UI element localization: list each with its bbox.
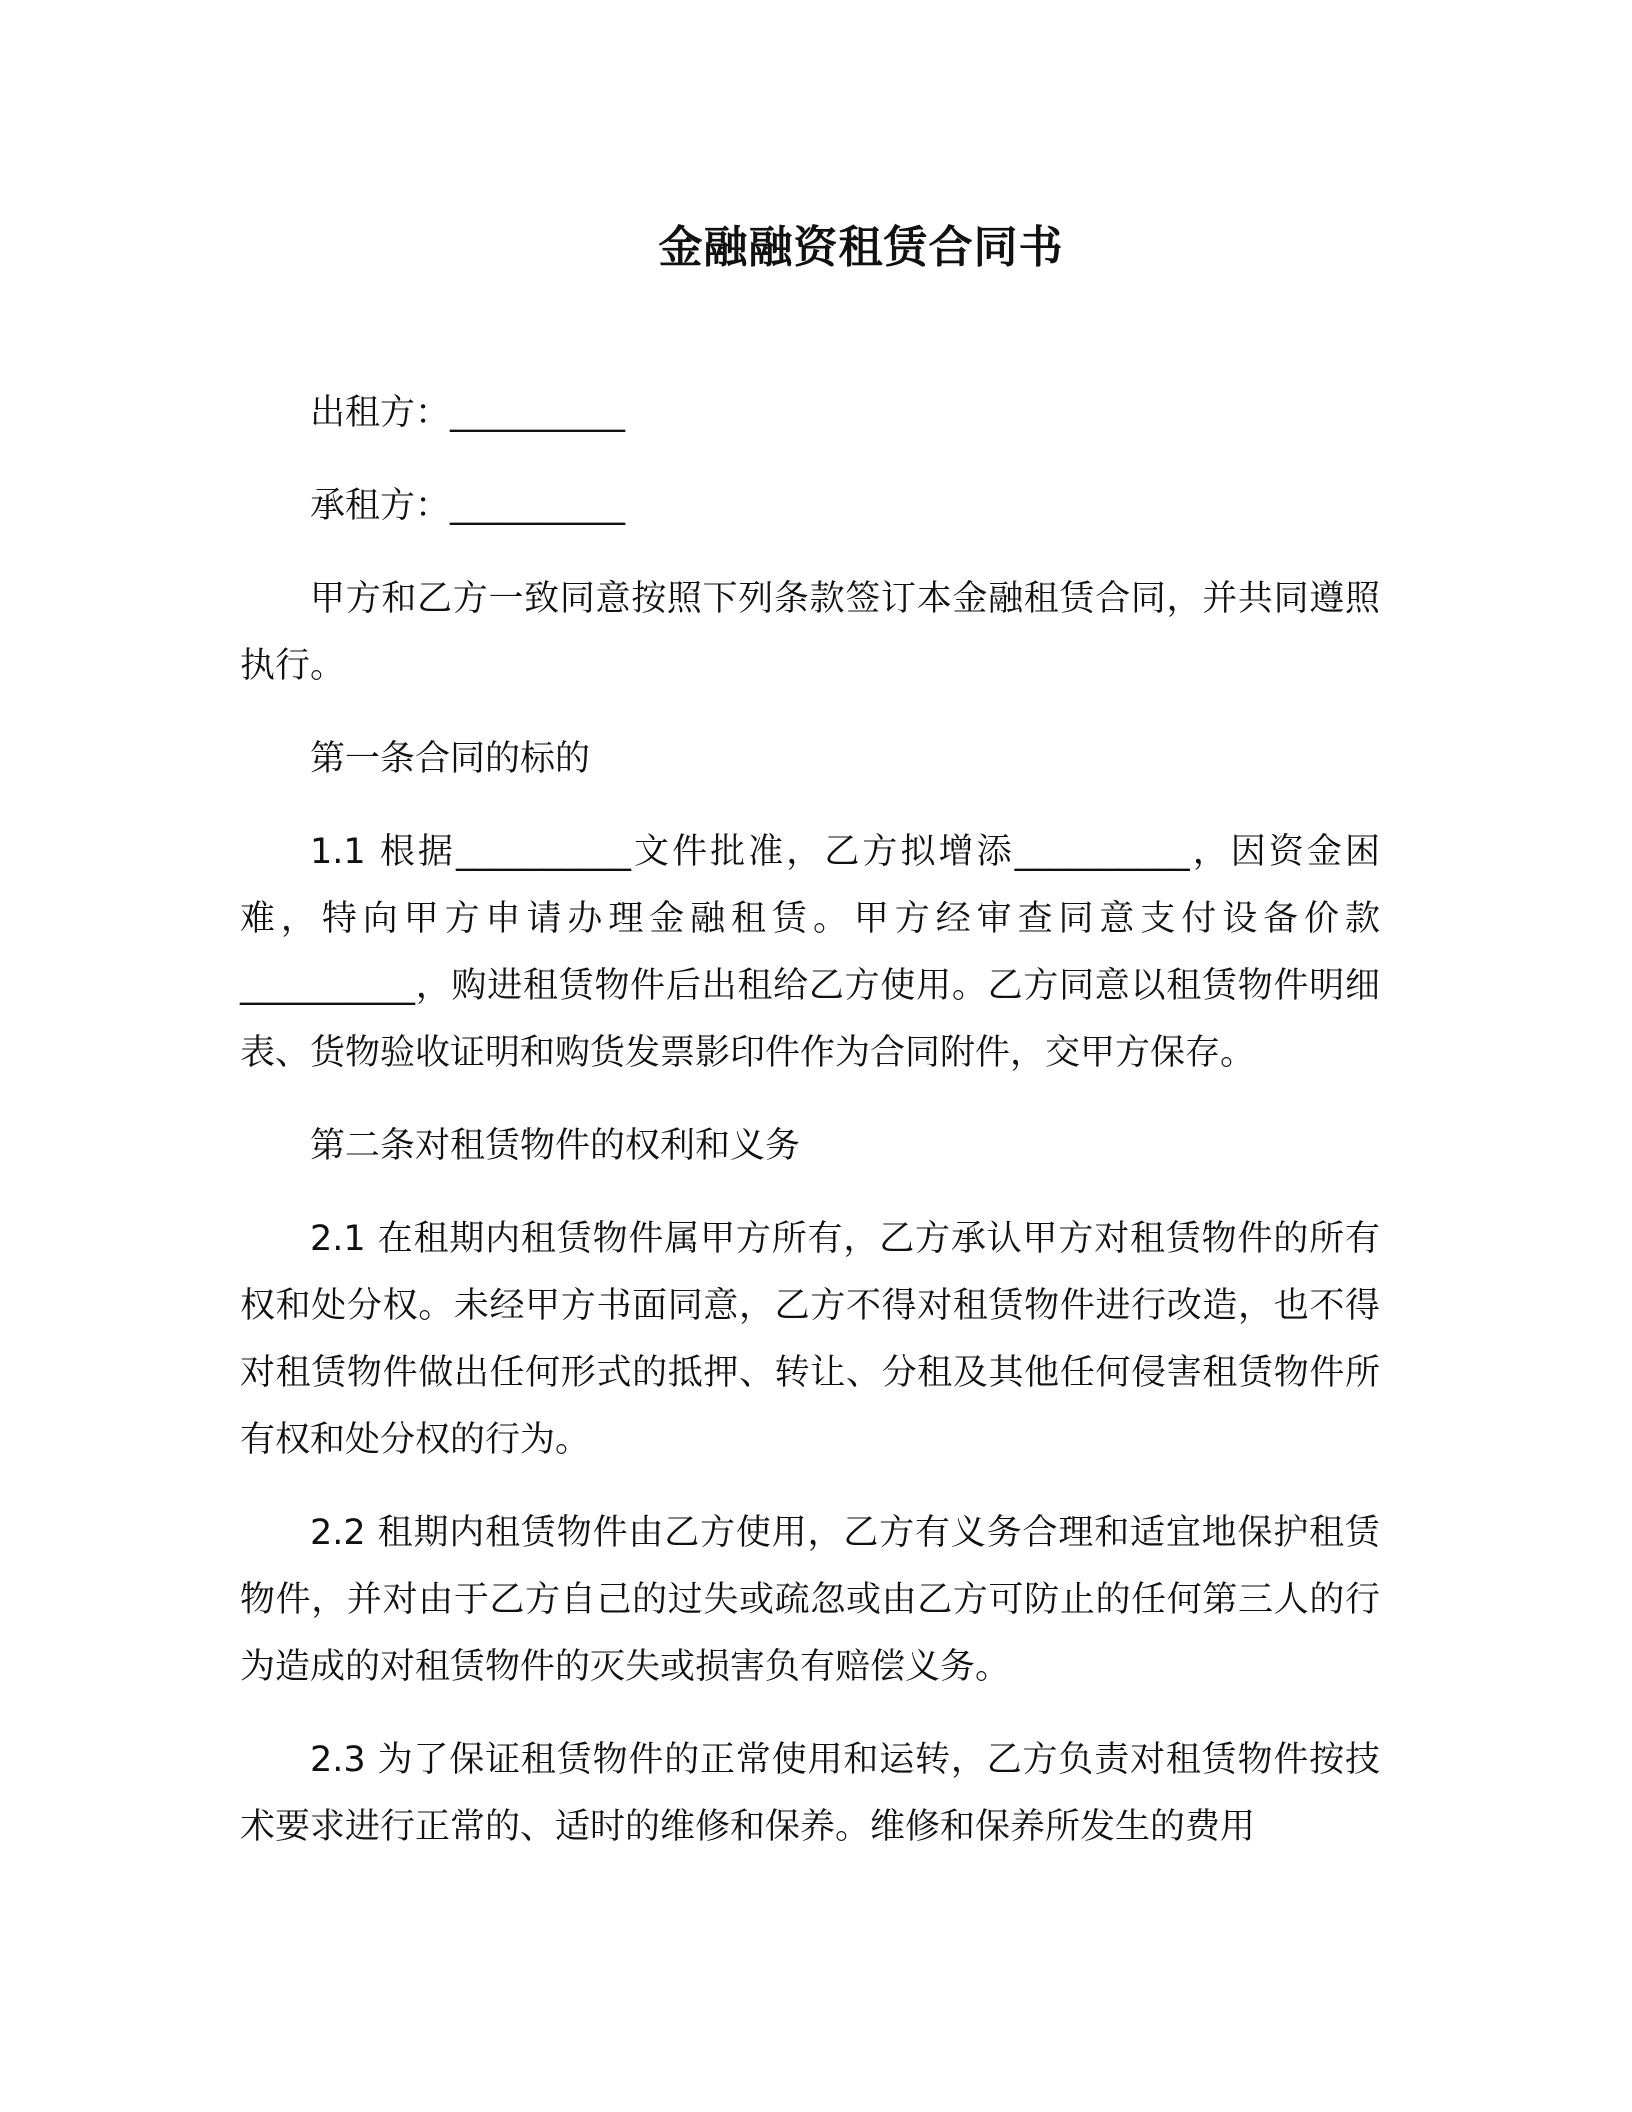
clause-2-2: 2.2 租期内租赁物件由乙方使用，乙方有义务合理和适宜地保护租赁物件，并对由于乙方自己的过失或疏忽或由乙方可防止的任何第三人的行为造成的对租赁物件的灭失或损害负有赔偿义务。 [240, 1513, 1380, 1687]
document-body [240, 380, 1380, 1887]
lessee-field: 承租方：__________ [310, 486, 626, 526]
lessor-field: 出租方：__________ [310, 393, 626, 433]
article-1-heading: 第一条合同的标的 [310, 739, 591, 779]
clause-2-1: 2.1 在租期内租赁物件属甲方所有，乙方承认甲方对租赁物件的所有权和处分权。未经甲方书面同意，乙方不得对租赁物件进行改造，也不得对租赁物件做出任何形式的抵押、转让、分租及其他任何侵害租赁物件所有权和处分权的行为。 [240, 1219, 1380, 1460]
clause-1-1: 1.1 根据__________文件批准，乙方拟增添__________，因资金困难，特向甲方申请办理金融租赁。甲方经审查同意支付设备价款__________，购进租赁物件后出租给乙方使用。乙方同意以租赁物件明细表、货物验收证明和购货发票影印件作为合同附件，交甲方保存。 [240, 832, 1380, 1073]
document-title: 金融融资租赁合同书 [658, 222, 1064, 273]
intro-paragraph: 甲方和乙方一致同意按照下列条款签订本金融租赁合同，并共同遵照执行。 [240, 579, 1380, 686]
article-2-heading: 第二条对租赁物件的权利和义务 [310, 1126, 801, 1166]
clause-2-3: 2.3 为了保证租赁物件的正常使用和运转，乙方负责对租赁物件按技术要求进行正常的、适时的维修和保养。维修和保养所发生的费用 [240, 1740, 1380, 1847]
